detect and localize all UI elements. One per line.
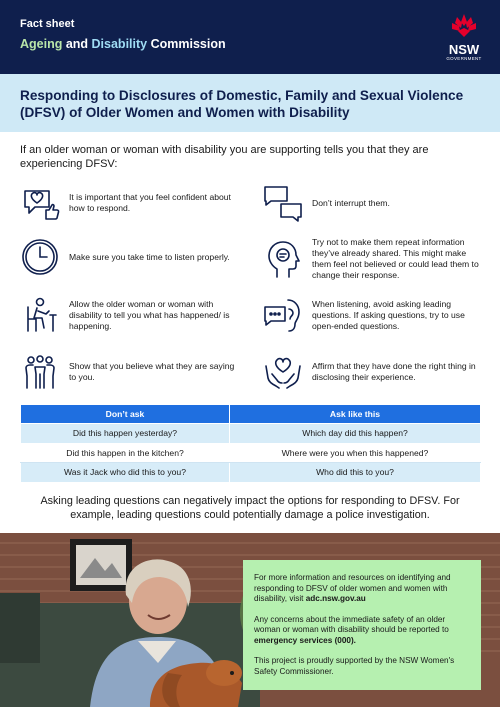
clock-icon xyxy=(20,237,60,277)
page-title: Responding to Disclosures of Domestic, Family and Sexual Violence (DFSV) of Older Women and Women with Disability xyxy=(20,88,464,120)
table-cell: Where were you when this happened? xyxy=(230,443,481,463)
table-row xyxy=(21,424,481,444)
fact-sheet-label: Fact sheet xyxy=(20,18,75,30)
emergency-services-text: emergency services (000). xyxy=(254,635,356,645)
seated-person-icon xyxy=(20,295,60,335)
table-row xyxy=(21,463,481,483)
people-icon xyxy=(20,352,60,392)
info-paragraph-safety: Any concerns about the immediate safety of an older woman or woman with disability should be reported to emergency services (000). xyxy=(254,614,449,645)
tip-dont-interrupt xyxy=(263,183,483,223)
tip-text: Don’t interrupt them. xyxy=(312,197,390,208)
tip-listen-properly xyxy=(20,237,235,277)
nsw-wordmark: NSW xyxy=(448,42,480,57)
tip-text: Show that you believe what they are saying to you. xyxy=(69,361,235,382)
tip-show-belief xyxy=(20,352,235,392)
table-row xyxy=(21,443,481,463)
column-header-ask-like-this: Ask like this xyxy=(230,405,481,424)
table-cell: Did this happen in the kitchen? xyxy=(21,443,230,463)
table-cell: Was it Jack who did this to you? xyxy=(21,463,230,483)
tip-text: Affirm that they have done the right thing in disclosing their experience. xyxy=(312,361,476,382)
tip-affirm xyxy=(263,352,483,392)
table-cell: Did this happen yesterday? xyxy=(21,424,230,444)
header-banner xyxy=(0,0,500,74)
title-band xyxy=(0,74,500,132)
tip-feel-confident xyxy=(20,183,235,223)
table-header-row xyxy=(21,405,481,424)
listening-ear-icon xyxy=(263,295,303,335)
adc-website-link[interactable]: adc.nsw.gov.au xyxy=(305,594,366,603)
tip-text: Try not to make them repeat information they’ve already shared. This might make them feel not believed or could lead them to change their response. xyxy=(312,237,479,280)
table-cell: Who did this to you? xyxy=(230,463,481,483)
tip-text: When listening, avoid asking leading questions. If asking questions, try to use open-ended questions. xyxy=(312,298,465,331)
tip-dont-repeat xyxy=(263,237,483,281)
leading-questions-note: Asking leading questions can negatively impact the options for responding to DFSV. For example, leading questions could potentially damage a police investigation. xyxy=(40,495,460,521)
info-paragraph-resources: For more information and resources on identifying and responding to DFSV of older women and women with disability, visit adc.nsw.gov.au xyxy=(254,573,451,603)
tip-avoid-leading xyxy=(263,295,483,335)
tip-text: It is important that you feel confident about how to respond. xyxy=(69,192,231,213)
waratah-icon xyxy=(449,12,479,38)
intro-text: If an older woman or woman with disability you are supporting tells you that they are experiencing DFSV: xyxy=(20,144,429,170)
column-header-dont-ask: Don’t ask xyxy=(21,405,230,424)
head-thinking-icon xyxy=(263,239,303,279)
heart-hands-icon xyxy=(263,352,303,392)
speech-bubbles-icon xyxy=(263,183,303,223)
commission-name: Ageing and Disability Commission xyxy=(20,37,226,51)
table-cell: Which day did this happen? xyxy=(230,424,481,444)
heart-thumbs-up-icon xyxy=(20,183,60,223)
tip-text: Make sure you take time to listen properly. xyxy=(69,251,230,262)
government-wordmark: GOVERNMENT xyxy=(446,56,482,61)
info-box xyxy=(243,560,481,690)
nsw-government-logo xyxy=(440,12,488,66)
question-comparison-table xyxy=(20,404,481,483)
tip-text: Allow the older woman or woman with disability to tell you what has happened/ is happening. xyxy=(69,298,230,331)
tip-allow-to-tell xyxy=(20,295,235,335)
info-paragraph-support: This project is proudly supported by the NSW Women's Safety Commissioner. xyxy=(254,656,455,676)
